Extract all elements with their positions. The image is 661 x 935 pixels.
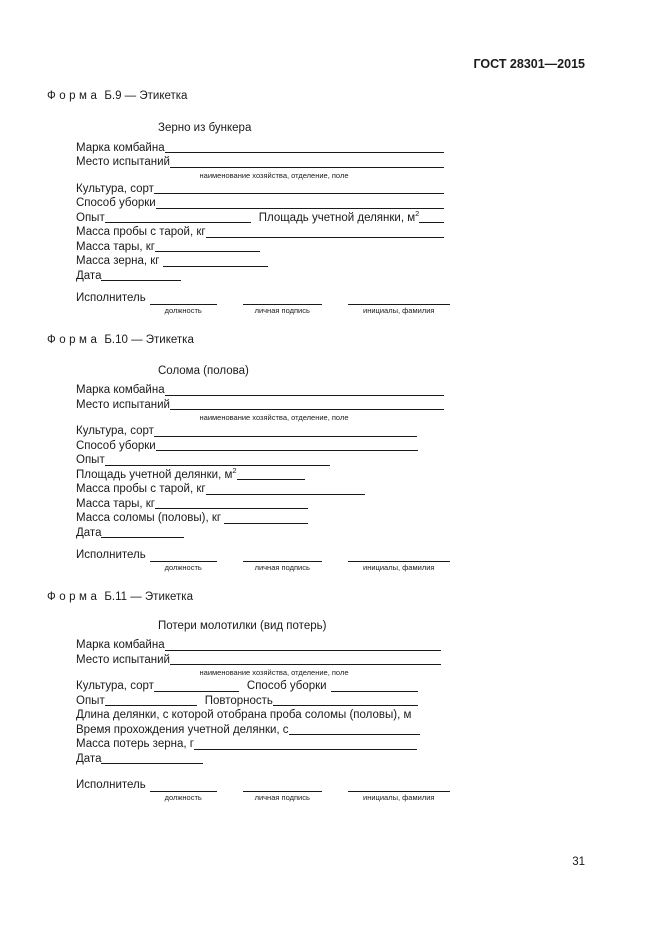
signature-blank-signature [243,778,322,803]
field-row-grain-mass [76,254,444,269]
field-row-harvest-method [76,439,418,454]
field-row-pass-time [76,723,420,738]
form-b9 [0,89,661,317]
blank-underline [348,778,450,792]
blank-underline [243,778,322,792]
field-row-culture [76,424,417,439]
blank-underline [348,291,450,305]
blank-underline [154,182,444,195]
field-row-culture [76,182,444,197]
page-number: 31 [572,856,585,868]
field-label: Марка комбайна [76,639,165,651]
blank-underline [150,548,217,562]
blank-underline [156,196,444,209]
field-note: наименование хозяйства, отделение, поле [199,170,349,180]
field-row-combine-brand [76,141,444,156]
field-label: Время прохождения учетной делянки, с [76,723,289,736]
signature-blank-position [150,778,217,803]
field-label: Марка комбайна [76,384,165,396]
form-b11-fields [76,638,661,803]
blank-underline [154,424,417,437]
blank-underline [165,638,441,651]
blank-underline [331,679,418,692]
blank-underline [237,468,305,481]
signature-caption: инициалы, фамилия [363,793,435,802]
signature-caption: инициалы, фамилия [363,563,435,572]
executor-row [76,778,661,803]
signature-caption: должность [164,306,202,315]
signature-caption: инициалы, фамилия [363,306,435,315]
field-label: Масса тары, кг [76,497,156,510]
field-row-date [76,526,444,541]
signature-caption: личная подпись [254,793,310,802]
signature-blank-signature [243,548,322,573]
field-row-date [76,752,444,767]
field-label: Культура, сорт [76,425,154,437]
field-label: Масса потерь зерна, г [76,738,194,750]
blank-underline [165,141,444,154]
field-row-culture-method [76,679,418,694]
field-row-experiment-replication [76,694,418,709]
signature-blank-position [150,548,217,573]
field-label: Масса зерна, кг [76,255,160,267]
blank-underline [163,254,268,267]
field-row-experiment-area [76,208,444,226]
field-label: Способ уборки [76,439,156,452]
form-b10-heading [47,333,661,348]
field-row-combine-brand [76,638,441,653]
field-row-experiment [76,453,330,468]
signature-caption: личная подпись [254,306,310,315]
blank-underline [105,211,251,224]
executor-label: Исполнитель [76,549,146,561]
blank-underline [170,653,441,666]
form-kicker-word: Форма [47,89,101,102]
field-label: Опыт [76,454,105,466]
blank-underline [170,155,444,168]
form-kicker-word: Форма [47,334,101,346]
blank-underline [206,482,365,495]
blank-underline [273,694,418,707]
executor-label: Исполнитель [76,292,146,304]
blank-underline [150,291,217,305]
field-label: Масса соломы (половы), кг [76,512,222,524]
field-label: Дата [76,752,102,765]
field-label: Место испытаний [76,653,170,666]
field-label: Способ уборки [76,197,156,209]
field-row-date [76,269,444,284]
field-label: Место испытаний [76,156,170,168]
field-row-test-place [76,398,444,413]
form-b9-heading [47,89,661,104]
field-label: Масса пробы с тарой, кг [76,226,206,238]
executor-row [76,548,661,573]
field-label: Культура, сорт [76,182,154,195]
blank-underline [155,497,308,510]
field-label: Площадь учетной делянки, $м^2$ [76,465,237,481]
signature-caption: должность [164,793,202,802]
field-row-test-place [76,155,444,170]
blank-underline [105,694,197,707]
form-b11-title: Потери молотилки (вид потерь) [158,619,327,632]
blank-underline [101,752,203,765]
superscript: 2 [415,208,420,218]
field-label: Масса пробы с тарой, кг [76,483,206,495]
field-row-harvest-method [76,196,444,211]
blank-underline [101,269,181,282]
blank-underline [150,778,217,792]
field-label: Повторность [204,694,273,707]
signature-caption: должность [164,563,202,572]
blank-underline [165,383,444,396]
field-label: Марка комбайна [76,141,165,154]
blank-underline [154,679,239,692]
blank-underline [206,225,444,238]
blank-underline [105,453,330,466]
form-kicker-rest: Б.9 — Этикетка [104,89,188,102]
blank-underline [289,723,420,736]
signature-blank-name [348,778,450,803]
signature-blank-signature [243,291,322,316]
blank-underline [155,240,260,253]
signature-caption: личная подпись [254,563,310,572]
blank-underline [419,211,444,224]
executor-label: Исполнитель [76,779,146,791]
blank-underline [348,548,450,562]
signature-blank-name [348,291,450,316]
field-row-grain-loss-mass [76,737,417,752]
blank-underline [194,737,417,750]
field-row-sample-mass [76,225,444,240]
document-header: ГОСТ 28301—2015 [473,57,585,71]
field-note: наименование хозяйства, отделение, поле [199,668,349,677]
form-kicker-rest: Б.11 — Этикетка [104,591,193,603]
form-b9-title: Зерно из бункера [158,122,252,134]
field-label: Длина делянки, с которой отобрана проба соломы (половы), м [76,709,412,721]
field-label: Способ уборки [246,680,327,692]
blank-underline [170,398,444,411]
blank-underline [224,511,308,524]
field-row-tare-mass [76,497,308,512]
field-row-combine-brand [76,383,444,398]
field-label: Площадь учетной делянки, $м^2$ [258,208,420,224]
blank-underline [243,548,322,562]
blank-underline [156,439,418,452]
form-b11-heading [47,590,661,605]
blank-underline [243,291,322,305]
field-label: Опыт [76,694,105,707]
form-kicker-word: Форма [47,591,101,603]
superscript: 2 [232,465,237,475]
form-b9-fields [76,141,661,317]
field-label: Опыт [76,211,105,224]
field-label: Масса тары, кг [76,240,156,253]
field-label: Культура, сорт [76,680,154,692]
field-row-tare-mass [76,240,444,255]
executor-row [76,291,661,316]
signature-blank-position [150,291,217,316]
field-row-plot-length [76,708,415,723]
form-b11 [0,590,661,803]
blank-underline [101,526,184,539]
field-row-plot-area [76,465,305,483]
field-row-test-place [76,653,441,668]
field-row-straw-mass [76,511,308,526]
form-b10-fields [76,383,661,573]
field-label: Место испытаний [76,398,170,411]
field-label: Дата [76,269,102,282]
field-row-sample-mass [76,482,365,497]
signature-blank-name [348,548,450,573]
field-label: Дата [76,526,102,539]
field-note: наименование хозяйства, отделение, поле [199,413,349,422]
form-kicker-rest: Б.10 — Этикетка [104,334,194,346]
form-b10 [0,333,661,573]
form-b10-title: Солома (полова) [158,364,249,377]
